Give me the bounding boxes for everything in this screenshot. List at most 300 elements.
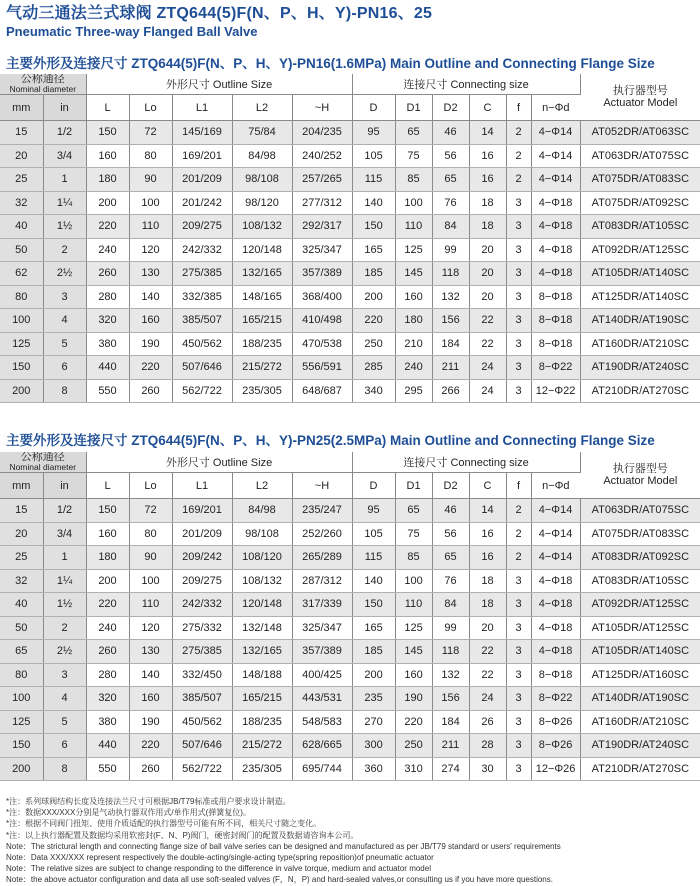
table-cell: AT105DR/AT140SC <box>580 262 700 286</box>
table-cell: 18 <box>469 191 506 215</box>
table-cell: 125 <box>0 332 43 356</box>
table-row <box>0 356 700 380</box>
table-cell: 240 <box>86 616 129 640</box>
table-cell: 110 <box>129 215 172 239</box>
table-cell: 108/132 <box>232 215 292 239</box>
table-cell: 110 <box>129 593 172 617</box>
table-cell: 80 <box>129 522 172 546</box>
table-cell: 22 <box>469 332 506 356</box>
table-cell: 204/235 <box>292 121 352 145</box>
table-cell: 20 <box>0 144 43 168</box>
table-row <box>0 309 700 333</box>
table-cell: 440 <box>86 734 129 758</box>
table-cell: 22 <box>469 309 506 333</box>
table-row <box>0 215 700 239</box>
table-cell: 3/4 <box>43 522 86 546</box>
table-cell: 277/312 <box>292 191 352 215</box>
table-cell: 550 <box>86 379 129 403</box>
column-header: ~H <box>292 95 352 121</box>
table-cell: 4−Φ18 <box>531 640 580 664</box>
table-cell: 160 <box>86 144 129 168</box>
table-cell: 265/289 <box>292 546 352 570</box>
table-row <box>0 499 700 523</box>
note-line: *注：数据XXX/XXX分别是气动执行器双作用式/单作用式(弹簧复位)。 <box>6 808 251 818</box>
table-cell: 20 <box>469 285 506 309</box>
table-cell: 184 <box>432 710 469 734</box>
table-cell: 450/562 <box>172 332 232 356</box>
table-cell: 220 <box>129 734 172 758</box>
table-cell: 16 <box>469 168 506 192</box>
table-cell: 507/646 <box>172 734 232 758</box>
table-cell: 1½ <box>43 215 86 239</box>
table-cell: 2½ <box>43 262 86 286</box>
table-cell: 3 <box>506 356 531 380</box>
table-cell: 507/646 <box>172 356 232 380</box>
table-cell: AT190DR/AT240SC <box>580 356 700 380</box>
table-cell: 140 <box>129 663 172 687</box>
table-cell: 3 <box>506 309 531 333</box>
table-cell: 120 <box>129 238 172 262</box>
table-cell: 140 <box>352 191 395 215</box>
table-cell: 145 <box>395 640 432 664</box>
table-cell: 160 <box>129 309 172 333</box>
table-cell: 16 <box>469 522 506 546</box>
table-cell: 125 <box>395 616 432 640</box>
table-cell: 185 <box>352 262 395 286</box>
table-cell: 84/98 <box>232 499 292 523</box>
table-cell: 270 <box>352 710 395 734</box>
table-cell: 130 <box>129 640 172 664</box>
nominal-diameter-header <box>0 452 86 473</box>
column-header: n−Φd <box>531 473 580 499</box>
table-cell: 18 <box>469 593 506 617</box>
table-cell: 3 <box>506 734 531 758</box>
column-header: D <box>352 95 395 121</box>
column-header: C <box>469 473 506 499</box>
table-cell: 4−Φ18 <box>531 238 580 262</box>
column-header: in <box>43 95 86 121</box>
table-row <box>0 546 700 570</box>
table-cell: 5 <box>43 332 86 356</box>
table-cell: 3 <box>506 215 531 239</box>
table-cell: 3 <box>506 285 531 309</box>
table-cell: 260 <box>86 640 129 664</box>
table-cell: 99 <box>432 238 469 262</box>
table-cell: AT105DR/AT140SC <box>580 640 700 664</box>
table-cell: 1¼ <box>43 569 86 593</box>
table-cell: 325/347 <box>292 616 352 640</box>
table-cell: 98/120 <box>232 191 292 215</box>
table-cell: 3 <box>506 191 531 215</box>
note-line: Note：The strictural length and connecting flange size of ball valve series can be designed and manufactured as per JB/T79 standard or users' requirements <box>6 841 561 851</box>
table-cell: 32 <box>0 569 43 593</box>
table-cell: 1/2 <box>43 121 86 145</box>
table-cell: 3 <box>43 285 86 309</box>
title-chinese: 气动三通法兰式球阀 ZTQ644(5)F(N、P、H、Y)-PN16、25 <box>6 5 433 22</box>
column-header: mm <box>0 473 43 499</box>
table-cell: 562/722 <box>172 757 232 781</box>
table-cell: 380 <box>86 332 129 356</box>
table-cell: 76 <box>432 569 469 593</box>
table-cell: 274 <box>432 757 469 781</box>
table-cell: 25 <box>0 546 43 570</box>
table-cell: 4−Φ18 <box>531 569 580 593</box>
table-cell: 16 <box>469 144 506 168</box>
table-cell: 332/450 <box>172 663 232 687</box>
table-cell: 184 <box>432 332 469 356</box>
connecting-size-header: 连接尺寸 Connecting size <box>352 452 580 473</box>
table-cell: 550 <box>86 757 129 781</box>
table-cell: AT075DR/AT083SC <box>580 522 700 546</box>
table-row <box>0 734 700 758</box>
table-cell: 105 <box>352 522 395 546</box>
table-cell: 99 <box>432 616 469 640</box>
column-header: Lo <box>129 95 172 121</box>
section1-title: 主要外形及连接尺寸 ZTQ644(5)F(N、P、H、Y)-PN16(1.6MPa) Main Outline and Connecting Flange Size <box>6 56 655 71</box>
table-cell: 120/148 <box>232 593 292 617</box>
table-row <box>0 121 700 145</box>
table-cell: 360 <box>352 757 395 781</box>
table-cell: 80 <box>0 663 43 687</box>
table-cell: AT125DR/AT140SC <box>580 285 700 309</box>
table-cell: 105 <box>352 144 395 168</box>
table-cell: 150 <box>86 499 129 523</box>
table-cell: 209/275 <box>172 215 232 239</box>
table-cell: 150 <box>352 215 395 239</box>
table-cell: 190 <box>129 332 172 356</box>
table-cell: 220 <box>129 356 172 380</box>
table-cell: 1½ <box>43 593 86 617</box>
table-cell: 160 <box>395 285 432 309</box>
table-cell: 2 <box>506 168 531 192</box>
table-cell: 8−Φ18 <box>531 309 580 333</box>
table-cell: 22 <box>469 663 506 687</box>
table-cell: 132 <box>432 285 469 309</box>
table-cell: 76 <box>432 191 469 215</box>
table-cell: 145/169 <box>172 121 232 145</box>
table-cell: 125 <box>0 710 43 734</box>
table-cell: 3 <box>506 640 531 664</box>
column-header: L <box>86 95 129 121</box>
table-row <box>0 757 700 781</box>
table-cell: 30 <box>469 757 506 781</box>
table-cell: 4−Φ18 <box>531 191 580 215</box>
table-cell: 156 <box>432 687 469 711</box>
table-cell: 3 <box>506 663 531 687</box>
table-cell: 220 <box>86 593 129 617</box>
table-cell: 18 <box>469 569 506 593</box>
table-cell: 120/148 <box>232 238 292 262</box>
table-cell: 211 <box>432 734 469 758</box>
table-cell: 211 <box>432 356 469 380</box>
table-cell: 210 <box>395 332 432 356</box>
table-cell: 132/165 <box>232 262 292 286</box>
table-cell: 266 <box>432 379 469 403</box>
table-cell: 201/209 <box>172 168 232 192</box>
table-cell: 160 <box>129 687 172 711</box>
connecting-size-header: 连接尺寸 Connecting size <box>352 74 580 95</box>
table-cell: 100 <box>0 687 43 711</box>
table-cell: 235 <box>352 687 395 711</box>
table-cell: AT125DR/AT160SC <box>580 663 700 687</box>
table-cell: 235/247 <box>292 499 352 523</box>
table-cell: 215/272 <box>232 356 292 380</box>
table-cell: 180 <box>86 168 129 192</box>
table-cell: 4−Φ14 <box>531 522 580 546</box>
table-row <box>0 687 700 711</box>
table-cell: AT052DR/AT063SC <box>580 121 700 145</box>
table-cell: 85 <box>395 168 432 192</box>
column-header: C <box>469 95 506 121</box>
table-cell: 118 <box>432 262 469 286</box>
table-cell: 32 <box>0 191 43 215</box>
table-cell: 65 <box>432 546 469 570</box>
table-cell: 12−Φ22 <box>531 379 580 403</box>
table-cell: 20 <box>469 616 506 640</box>
table-cell: 160 <box>395 663 432 687</box>
table-cell: 140 <box>129 285 172 309</box>
table-cell: 150 <box>352 593 395 617</box>
table-cell: 3 <box>506 238 531 262</box>
table-cell: 95 <box>352 499 395 523</box>
nominal-diameter-cn: 公称通径 <box>20 74 65 85</box>
table-cell: 3 <box>506 687 531 711</box>
table-cell: 275/385 <box>172 262 232 286</box>
table-cell: 287/312 <box>292 569 352 593</box>
table-cell: 190 <box>395 687 432 711</box>
table-cell: 200 <box>352 663 395 687</box>
note-line: Note：Data XXX/XXX represent respectively the double-acting/single-acting type(spring reposition)of pneumatic actuator <box>6 853 434 863</box>
table-cell: 56 <box>432 522 469 546</box>
table-cell: 185 <box>352 640 395 664</box>
table-cell: 4−Φ18 <box>531 215 580 239</box>
table-cell: 209/242 <box>172 546 232 570</box>
table-cell: 3 <box>506 332 531 356</box>
table-cell: 443/531 <box>292 687 352 711</box>
table-cell: 98/108 <box>232 168 292 192</box>
table-cell: 220 <box>86 215 129 239</box>
table-cell: 4−Φ18 <box>531 616 580 640</box>
actuator-model-header <box>580 74 700 121</box>
table-cell: 84/98 <box>232 144 292 168</box>
table-cell: 320 <box>86 687 129 711</box>
table-cell: 8−Φ26 <box>531 734 580 758</box>
page-header <box>6 4 432 40</box>
table-cell: 4−Φ14 <box>531 121 580 145</box>
table-cell: 2 <box>506 499 531 523</box>
table-cell: 260 <box>129 757 172 781</box>
table-cell: 14 <box>469 499 506 523</box>
table-cell: 165 <box>352 616 395 640</box>
table-cell: 3 <box>506 757 531 781</box>
table-cell: 40 <box>0 215 43 239</box>
outline-size-header: 外形尺寸 Outline Size <box>86 74 352 95</box>
table-cell: AT140DR/AT190SC <box>580 309 700 333</box>
title-english: Pneumatic Three-way Flanged Ball Valve <box>6 24 258 39</box>
table-row <box>0 262 700 286</box>
table-cell: 242/332 <box>172 593 232 617</box>
table-cell: 209/275 <box>172 569 232 593</box>
table-cell: 8−Φ18 <box>531 332 580 356</box>
column-header: L1 <box>172 473 232 499</box>
table-cell: 12−Φ26 <box>531 757 580 781</box>
table-cell: 235/305 <box>232 379 292 403</box>
column-header: D1 <box>395 473 432 499</box>
table-cell: 300 <box>352 734 395 758</box>
table-cell: 100 <box>395 191 432 215</box>
note-line: *注：系列球阀结构长度及连接法兰尺寸可根据JB/T79标准或用户要求设计制造。 <box>6 797 291 806</box>
table-cell: 562/722 <box>172 379 232 403</box>
table-cell: 100 <box>129 569 172 593</box>
table-cell: 188/235 <box>232 332 292 356</box>
table-cell: 95 <box>352 121 395 145</box>
table-cell: 46 <box>432 499 469 523</box>
table-cell: 4−Φ14 <box>531 499 580 523</box>
table-row <box>0 332 700 356</box>
table-cell: AT063DR/AT075SC <box>580 499 700 523</box>
table-cell: AT083DR/AT092SC <box>580 546 700 570</box>
column-header: D1 <box>395 95 432 121</box>
column-header: L <box>86 473 129 499</box>
table-cell: 235/305 <box>232 757 292 781</box>
table-cell: 110 <box>395 215 432 239</box>
table-cell: 2 <box>506 144 531 168</box>
header-row-groups <box>0 452 700 473</box>
table-cell: 3 <box>43 663 86 687</box>
table-cell: 150 <box>0 734 43 758</box>
table-cell: 169/201 <box>172 499 232 523</box>
table-cell: 357/389 <box>292 640 352 664</box>
table-cell: 46 <box>432 121 469 145</box>
note-line: *注：以上执行器配置及数据均采用软密封(F、N、P)阀门，硬密封阀门的配置及数据请咨询本公司。 <box>6 830 359 840</box>
table-cell: 201/209 <box>172 522 232 546</box>
table-cell: 84 <box>432 215 469 239</box>
table-cell: 75 <box>395 144 432 168</box>
table-cell: 3/4 <box>43 144 86 168</box>
table-cell: 257/265 <box>292 168 352 192</box>
table-cell: 4−Φ18 <box>531 593 580 617</box>
table-cell: AT210DR/AT270SC <box>580 379 700 403</box>
table-cell: 4−Φ14 <box>531 144 580 168</box>
table-cell: 380 <box>86 710 129 734</box>
table-cell: 400/425 <box>292 663 352 687</box>
table-cell: 80 <box>0 285 43 309</box>
section2-title: 主要外形及连接尺寸 ZTQ644(5)F(N、P、H、Y)-PN25(2.5MPa) Main Outline and Connecting Flange Size <box>6 433 655 448</box>
header-row-groups <box>0 74 700 95</box>
table-cell: 150 <box>0 356 43 380</box>
table-cell: 3 <box>506 569 531 593</box>
table-cell: 40 <box>0 593 43 617</box>
table-cell: AT105DR/AT125SC <box>580 616 700 640</box>
table-cell: 220 <box>352 309 395 333</box>
table-cell: 4 <box>43 309 86 333</box>
notes-block <box>6 796 696 886</box>
table-cell: 250 <box>395 734 432 758</box>
table-cell: 201/242 <box>172 191 232 215</box>
table-cell: 6 <box>43 356 86 380</box>
nominal-diameter-header <box>0 74 86 95</box>
table-cell: 4−Φ14 <box>531 546 580 570</box>
table-row <box>0 285 700 309</box>
column-header: in <box>43 473 86 499</box>
pn25-dimension-table <box>0 452 700 781</box>
table-cell: 200 <box>352 285 395 309</box>
table-cell: 50 <box>0 238 43 262</box>
column-header: L1 <box>172 95 232 121</box>
table-cell: 215/272 <box>232 734 292 758</box>
table-cell: 285 <box>352 356 395 380</box>
table-row <box>0 640 700 664</box>
table-cell: 2 <box>506 121 531 145</box>
table-cell: 695/744 <box>292 757 352 781</box>
column-header: Lo <box>129 473 172 499</box>
table-cell: 275/332 <box>172 616 232 640</box>
table-row <box>0 522 700 546</box>
table-cell: 295 <box>395 379 432 403</box>
table-cell: 169/201 <box>172 144 232 168</box>
table-cell: 8 <box>43 379 86 403</box>
table-cell: 100 <box>0 309 43 333</box>
table-cell: 3 <box>506 616 531 640</box>
table-row <box>0 710 700 734</box>
table-row <box>0 663 700 687</box>
table-cell: 628/665 <box>292 734 352 758</box>
table-cell: 18 <box>469 215 506 239</box>
table-cell: 24 <box>469 687 506 711</box>
table-cell: 250 <box>352 332 395 356</box>
table-cell: 65 <box>432 168 469 192</box>
note-line: *注：根据不同阀门扭矩、使用介质适配的执行器型号可能有所不同，相关尺寸随之变化。 <box>6 819 322 829</box>
table-cell: 20 <box>0 522 43 546</box>
table-cell: 120 <box>129 616 172 640</box>
table-cell: 115 <box>352 168 395 192</box>
table-cell: 648/687 <box>292 379 352 403</box>
table-cell: 15 <box>0 121 43 145</box>
outline-size-header: 外形尺寸 Outline Size <box>86 452 352 473</box>
table-cell: 332/385 <box>172 285 232 309</box>
table-cell: 165/215 <box>232 309 292 333</box>
nominal-diameter-cn: 公称通径 <box>20 452 65 463</box>
table-cell: AT160DR/AT210SC <box>580 710 700 734</box>
table-cell: 260 <box>129 379 172 403</box>
table-cell: AT075DR/AT083SC <box>580 168 700 192</box>
table-cell: 28 <box>469 734 506 758</box>
table-cell: 275/385 <box>172 640 232 664</box>
note-line: Note：The relative sizes are subject to change responding to the difference in valve torque, medium and actuator model <box>6 864 431 874</box>
nominal-diameter-en: Nominal diameter <box>9 462 77 472</box>
column-header: ~H <box>292 473 352 499</box>
table-cell: 320 <box>86 309 129 333</box>
table-cell: 357/389 <box>292 262 352 286</box>
table-cell: 22 <box>469 640 506 664</box>
table-cell: 75/84 <box>232 121 292 145</box>
column-header: mm <box>0 95 43 121</box>
table-cell: 385/507 <box>172 687 232 711</box>
table-cell: 292/317 <box>292 215 352 239</box>
table-cell: 280 <box>86 285 129 309</box>
table-cell: 148/188 <box>232 663 292 687</box>
table-cell: 84 <box>432 593 469 617</box>
table-cell: 200 <box>86 569 129 593</box>
column-header: f <box>506 95 531 121</box>
table-cell: 240/252 <box>292 144 352 168</box>
table-cell: 3 <box>506 379 531 403</box>
table-cell: 1 <box>43 546 86 570</box>
actuator-model-header <box>580 452 700 499</box>
actuator-model-cn: 执行器型号 <box>612 85 668 97</box>
table-cell: 148/165 <box>232 285 292 309</box>
column-header: D2 <box>432 95 469 121</box>
